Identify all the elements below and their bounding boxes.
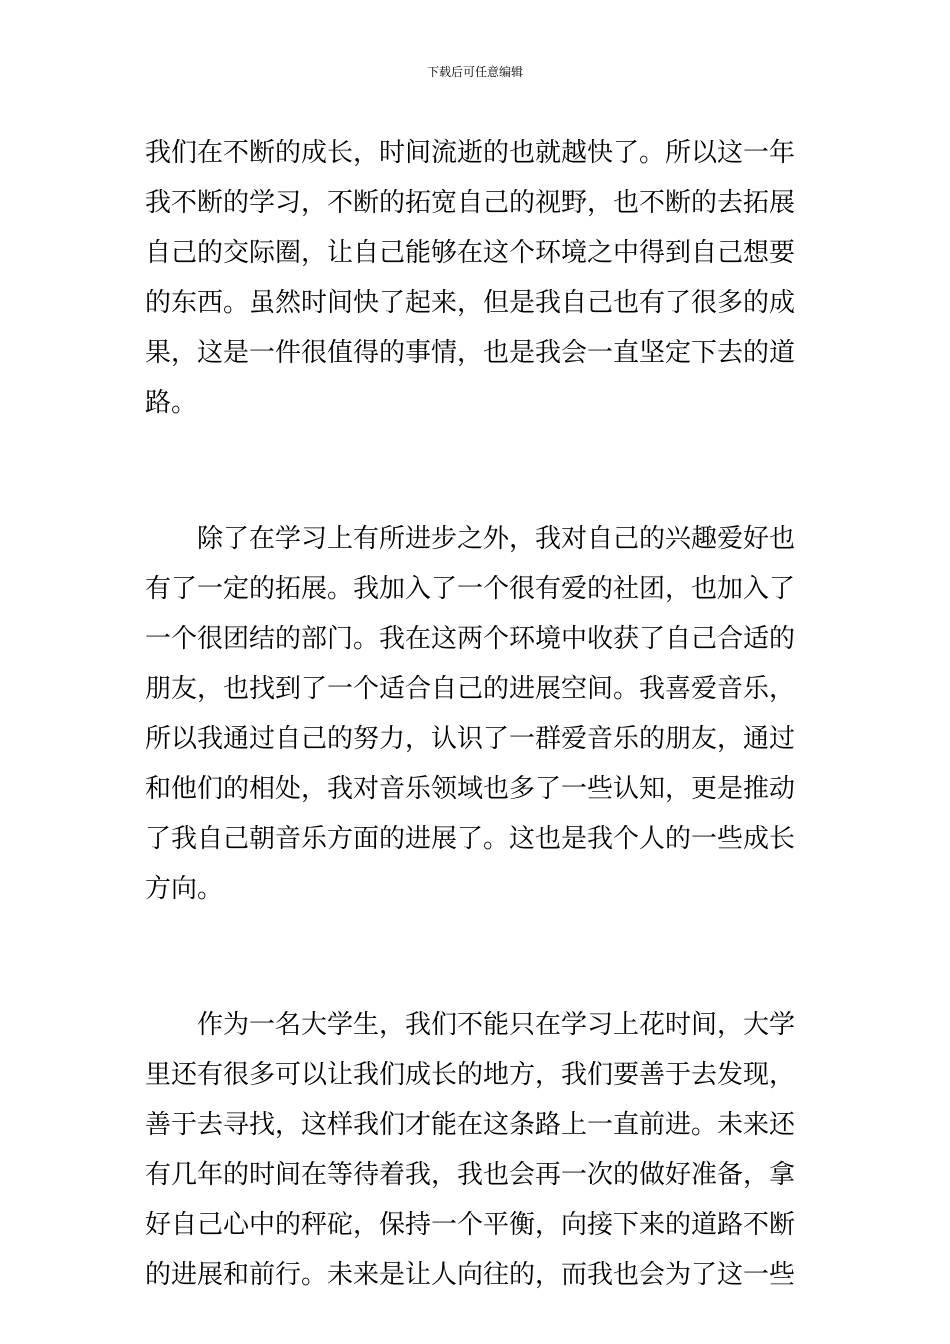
text-line: 所以我通过自己的努力，认识了一群爱音乐的朋友，通过 bbox=[145, 724, 796, 754]
text-line: 我们在不断的成长，时间流逝的也就越快了。所以这一年 bbox=[145, 138, 796, 168]
paragraph-3 bbox=[145, 1000, 809, 1300]
paragraph-spacer bbox=[145, 914, 809, 1000]
text-line: 自己的交际圈，让自己能够在这个环境之中得到自己想要 bbox=[145, 238, 796, 268]
paragraph-spacer bbox=[145, 428, 809, 514]
paragraph-2 bbox=[145, 514, 809, 914]
text-line: 方向。 bbox=[145, 874, 224, 904]
text-line: 有了一定的拓展。我加入了一个很有爱的社团，也加入了 bbox=[145, 574, 796, 604]
document-body bbox=[145, 128, 809, 1300]
page-header: 下载后可任意编辑 bbox=[426, 65, 523, 79]
text-line: 一个很团结的部门。我在这两个环境中收获了自己合适的 bbox=[145, 624, 796, 654]
text-line: 朋友，也找到了一个适合自己的进展空间。我喜爱音乐， bbox=[145, 674, 796, 704]
text-line: 有几年的时间在等待着我，我也会再一次的做好准备，拿 bbox=[145, 1160, 796, 1190]
text-line: 果，这是一件很值得的事情，也是我会一直坚定下去的道 bbox=[145, 338, 796, 368]
text-line: 的东西。虽然时间快了起来，但是我自己也有了很多的成 bbox=[145, 288, 796, 318]
text-line: 了我自己朝音乐方面的进展了。这也是我个人的一些成长 bbox=[145, 824, 796, 854]
text-line: 里还有很多可以让我们成长的地方，我们要善于去发现， bbox=[145, 1060, 796, 1090]
text-line: 和他们的相处，我对音乐领域也多了一些认知，更是推动 bbox=[145, 774, 796, 804]
text-line: 好自己心中的秤砣，保持一个平衡，向接下来的道路不断 bbox=[145, 1210, 796, 1240]
text-line: 路。 bbox=[145, 388, 198, 418]
paragraph-1 bbox=[145, 128, 809, 428]
text-line: 的进展和前行。未来是让人向往的，而我也会为了这一些 bbox=[145, 1260, 796, 1290]
text-line: 除了在学习上有所进步之外，我对自己的兴趣爱好也 bbox=[145, 524, 796, 554]
text-line: 善于去寻找，这样我们才能在这条路上一直前进。未来还 bbox=[145, 1110, 796, 1140]
text-line: 我不断的学习，不断的拓宽自己的视野，也不断的去拓展 bbox=[145, 188, 796, 218]
text-line: 作为一名大学生，我们不能只在学习上花时间，大学 bbox=[145, 1010, 796, 1040]
